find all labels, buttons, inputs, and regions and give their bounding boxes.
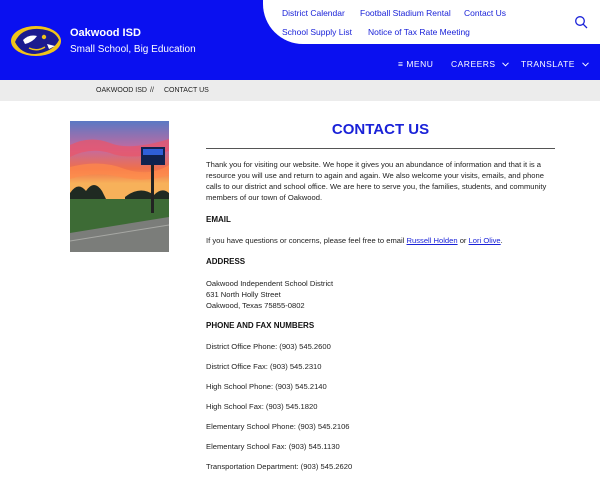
nav-translate[interactable] bbox=[521, 59, 589, 69]
nav-careers-label: CAREERS bbox=[451, 59, 496, 69]
link-school-supply-list[interactable]: School Supply List bbox=[282, 27, 352, 37]
address-heading: ADDRESS bbox=[206, 257, 246, 266]
nav-menu-label: MENU bbox=[406, 59, 434, 69]
intro-paragraph: Thank you for visiting our website. We hope it gives you an abundance of information and that it is a resource you will use and return to again and again. We also welcome your visits, emails, and phone calls to our district and school office. We are here to serve you, the families, students, and community members of our town of Oakwood. bbox=[206, 160, 547, 202]
menu-icon: ≡ bbox=[398, 59, 404, 69]
phone-high-school: High School Phone: (903) 545.2140 bbox=[206, 382, 327, 391]
email-text-or: or bbox=[457, 236, 469, 245]
email-paragraph bbox=[206, 236, 503, 245]
link-contact-us[interactable]: Contact Us bbox=[464, 8, 507, 18]
site-tagline: Small School, Big Education bbox=[70, 44, 196, 55]
phone-district-office: District Office Phone: (903) 545.2600 bbox=[206, 342, 331, 351]
title-divider bbox=[206, 148, 555, 149]
link-district-calendar[interactable]: District Calendar bbox=[282, 8, 345, 18]
phone-transportation: Transportation Department: (903) 545.2620 bbox=[206, 462, 353, 471]
chevron-down-icon bbox=[502, 62, 509, 67]
email-heading: EMAIL bbox=[206, 215, 231, 224]
breadcrumb-home[interactable]: OAKWOOD ISD bbox=[96, 87, 147, 94]
utility-bar bbox=[263, 0, 600, 44]
email-link-russell-holden[interactable]: Russell Holden bbox=[406, 236, 458, 245]
search-icon[interactable] bbox=[574, 15, 588, 29]
fax-elementary-school: Elementary School Fax: (903) 545.1130 bbox=[206, 442, 340, 451]
address-line: Oakwood, Texas 75855-0802 bbox=[206, 301, 305, 310]
breadcrumb-separator: // bbox=[150, 87, 154, 94]
link-football-stadium-rental[interactable]: Football Stadium Rental bbox=[360, 8, 451, 18]
breadcrumb bbox=[0, 80, 600, 101]
phone-elementary-school: Elementary School Phone: (903) 545.2106 bbox=[206, 422, 350, 431]
fax-high-school: High School Fax: (903) 545.1820 bbox=[206, 402, 318, 411]
nav-menu-button[interactable] bbox=[398, 59, 433, 69]
chevron-down-icon bbox=[582, 62, 589, 67]
nav-careers[interactable] bbox=[451, 59, 509, 69]
breadcrumb-current: CONTACT US bbox=[164, 87, 209, 94]
sunset-sign-photo bbox=[70, 121, 169, 252]
email-link-lori-olive[interactable]: Lori Olive bbox=[468, 236, 501, 245]
phone-fax-heading: PHONE AND FAX NUMBERS bbox=[206, 321, 315, 330]
email-text-after: . bbox=[500, 236, 503, 245]
fax-district-office: District Office Fax: (903) 545.2310 bbox=[206, 362, 322, 371]
address-line: Oakwood Independent School District bbox=[206, 279, 334, 288]
email-text-before: If you have questions or concerns, please feel free to email bbox=[206, 236, 407, 245]
site-name[interactable]: Oakwood ISD bbox=[70, 27, 141, 39]
nav-translate-label: TRANSLATE bbox=[521, 59, 575, 69]
address-block bbox=[206, 278, 333, 311]
page-title: CONTACT US bbox=[331, 121, 430, 138]
link-notice-tax-rate-meeting[interactable]: Notice of Tax Rate Meeting bbox=[368, 27, 470, 37]
address-line: 631 North Holly Street bbox=[206, 290, 281, 299]
panther-logo[interactable] bbox=[9, 22, 63, 60]
site-header bbox=[0, 0, 600, 80]
